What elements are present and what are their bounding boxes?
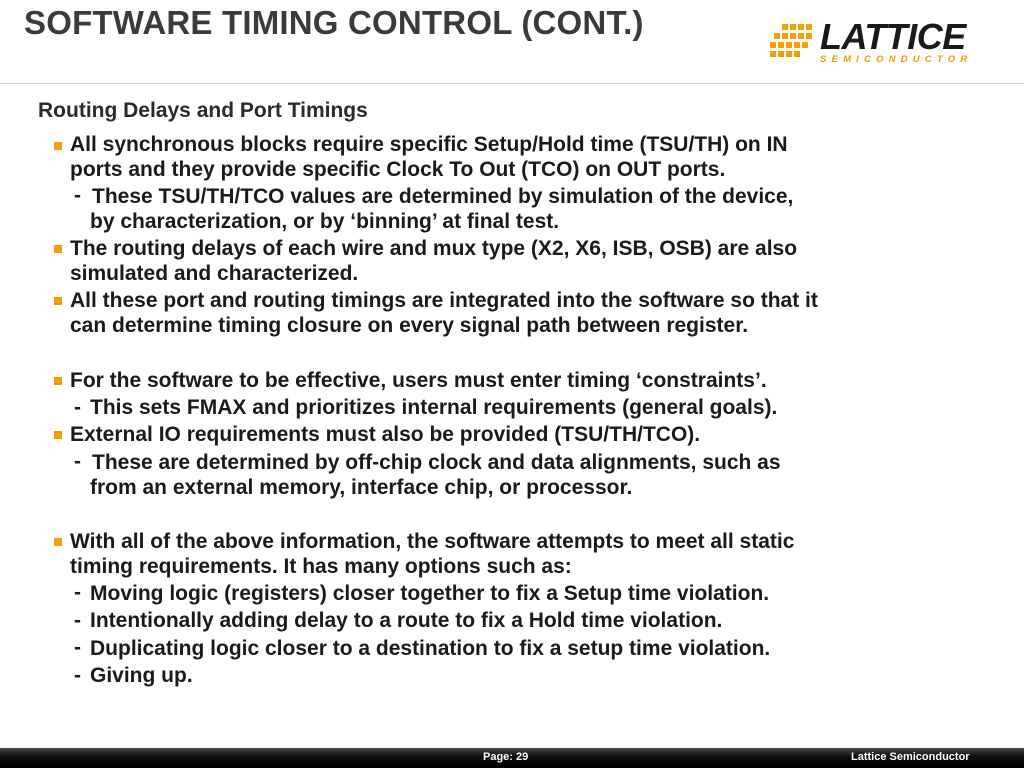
logo-subtext: SEMICONDUCTOR <box>820 54 973 65</box>
square-bullet-icon <box>54 377 62 385</box>
footer-bar <box>0 748 1024 768</box>
bullet-text: simulated and characterized. <box>70 262 359 285</box>
page-number: Page: 29 <box>483 751 529 763</box>
square-bullet-icon <box>54 297 62 305</box>
dash-marker: - <box>74 664 81 687</box>
bullet-text: All synchronous blocks require specific Setup/Hold time (TSU/TH) on IN <box>70 133 788 156</box>
lattice-logo <box>768 16 1000 66</box>
bullet-text: All these port and routing timings are integrated into the software so that it <box>70 289 818 312</box>
sub-bullet-text: This sets FMAX and prioritizes internal requirements (general goals). <box>90 396 778 419</box>
sub-bullet-text: from an external memory, interface chip, or processor. <box>90 476 633 499</box>
bullet-text: With all of the above information, the software attempts to meet all static <box>70 530 795 553</box>
square-bullet-icon <box>54 142 62 150</box>
dash-marker: - <box>74 396 81 419</box>
bullet-text: timing requirements. It has many options such as: <box>70 555 572 578</box>
lattice-logo-grid-icon <box>768 22 818 64</box>
square-bullet-icon <box>54 431 62 439</box>
dash-marker: - <box>74 609 81 632</box>
dash-marker: - <box>74 184 81 207</box>
sub-bullet-text: by characterization, or by ‘binning’ at final test. <box>90 210 560 233</box>
square-bullet-icon <box>54 538 62 546</box>
bullet-text: ports and they provide specific Clock To Out (TCO) on OUT ports. <box>70 158 726 181</box>
dash-marker: - <box>74 450 81 473</box>
bullet-text: The routing delays of each wire and mux type (X2, X6, ISB, OSB) are also <box>70 237 798 260</box>
bullet-text: can determine timing closure on every signal path between register. <box>70 314 749 337</box>
sub-bullet-text: Duplicating logic closer to a destination to fix a setup time violation. <box>90 637 771 660</box>
header-divider <box>0 83 1024 84</box>
dash-marker: - <box>74 636 81 659</box>
bullet-text: For the software to be effective, users must enter timing ‘constraints’. <box>70 369 767 392</box>
square-bullet-icon <box>54 245 62 253</box>
sub-bullet-text: Moving logic (registers) closer together to fix a Setup time violation. <box>90 582 770 605</box>
sub-bullet-text: These TSU/TH/TCO values are determined by simulation of the device, <box>92 185 794 208</box>
footer-company: Lattice Semiconductor <box>851 751 970 763</box>
sub-bullet-text: These are determined by off-chip clock and data alignments, such as <box>92 451 781 474</box>
slide-subtitle: Routing Delays and Port Timings <box>38 99 368 122</box>
logo-wordmark: LATTICE <box>820 16 966 57</box>
sub-bullet-text: Giving up. <box>90 664 193 687</box>
slide-title: SOFTWARE TIMING CONTROL (CONT.) <box>24 4 644 41</box>
dash-marker: - <box>74 581 81 604</box>
bullet-text: External IO requirements must also be provided (TSU/TH/TCO). <box>70 423 701 446</box>
sub-bullet-text: Intentionally adding delay to a route to fix a Hold time violation. <box>90 609 723 632</box>
